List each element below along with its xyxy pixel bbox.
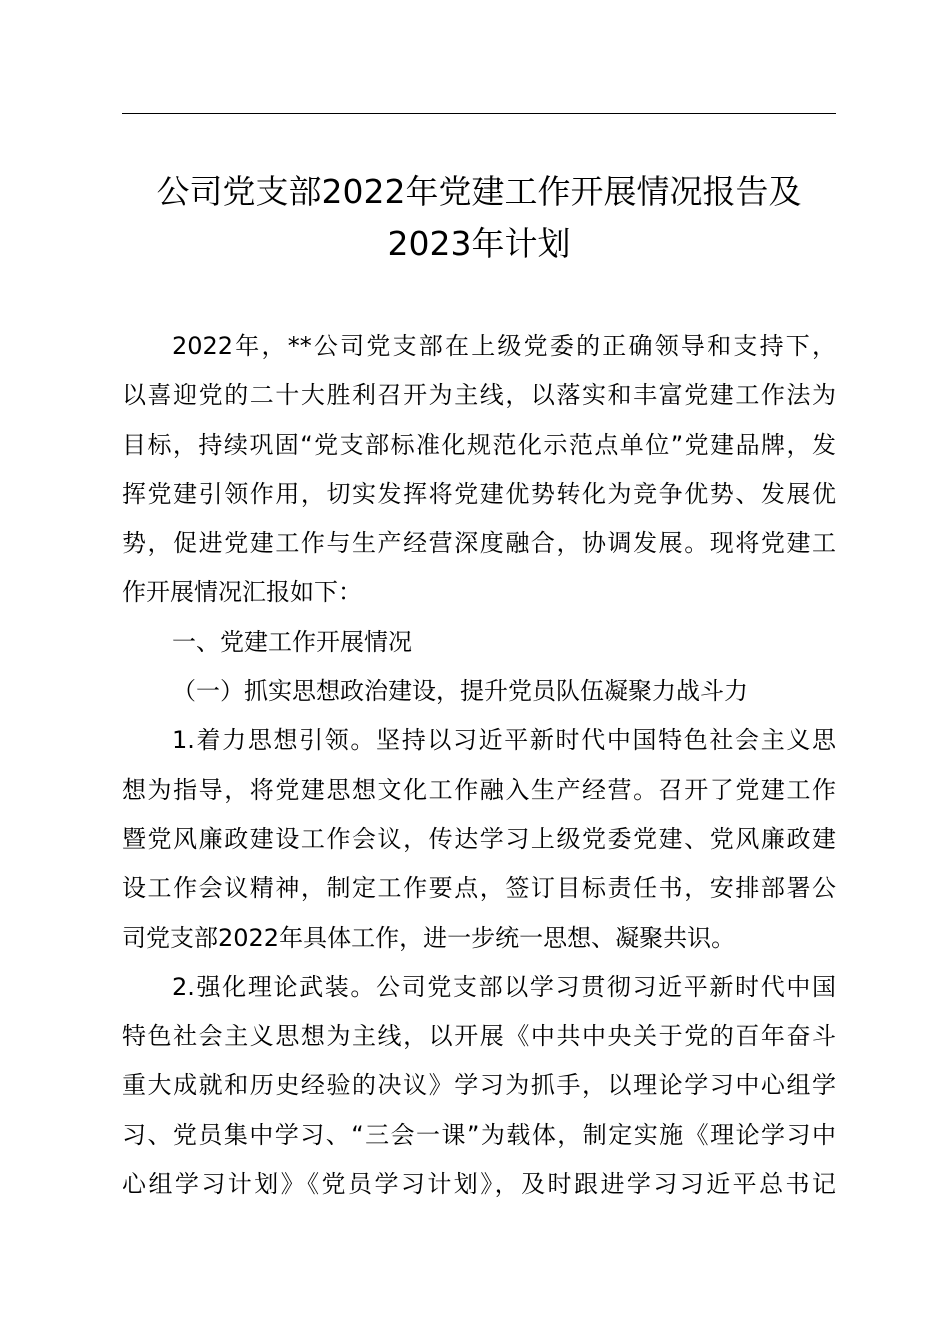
text-line: 想为指导，将党建思想文化工作融入生产经营。召开了党建工作 <box>122 775 836 804</box>
text-line: 以喜迎党的二十大胜利召开为主线，以落实和丰富党建工作法为 <box>122 381 836 410</box>
text-line: 1.着力思想引领。坚持以习近平新时代中国特色社会主义思 <box>172 726 836 755</box>
document-title <box>122 166 836 270</box>
text-line: 特色社会主义思想为主线，以开展《中共中央关于党的百年奋斗 <box>122 1022 836 1051</box>
title-line-1: 公司党支部2022年党建工作开展情况报告及 <box>156 172 802 211</box>
text-line: 2.强化理论武装。公司党支部以学习贯彻习近平新时代中国 <box>172 972 836 1001</box>
text-line: 挥党建引领作用，切实发挥将党建优势转化为竞争优势、发展优 <box>122 479 836 508</box>
header-rule <box>122 113 836 114</box>
text-line: 习、党员集中学习、“三会一课”为载体，制定实施《理论学习中 <box>122 1120 836 1149</box>
text-line: 势，促进党建工作与生产经营深度融合，协调发展。现将党建工 <box>122 529 836 558</box>
text-line: 设工作会议精神，制定工作要点，签订目标责任书，安排部署公 <box>122 874 836 903</box>
text-line: 司党支部2022年具体工作，进一步统一思想、凝聚共识。 <box>122 923 736 952</box>
text-line: （一）抓实思想政治建设，提升党员队伍凝聚力战斗力 <box>172 677 748 706</box>
text-line: 作开展情况汇报如下： <box>122 578 362 607</box>
text-line: 目标，持续巩固“党支部标准化规范化示范点单位”党建品牌，发 <box>122 430 836 459</box>
document-body <box>122 322 836 1209</box>
title-line-2: 2023年计划 <box>387 224 571 263</box>
text-line: 重大成就和历史经验的决议》学习为抓手，以理论学习中心组学 <box>122 1071 836 1100</box>
text-line: 暨党风廉政建设工作会议，传达学习上级党委党建、党风廉政建 <box>122 824 836 853</box>
text-line: 心组学习计划》《党员学习计划》，及时跟进学习习近平总书记 <box>122 1170 836 1199</box>
text-line: 2022年，**公司党支部在上级党委的正确领导和支持下， <box>172 332 836 360</box>
text-line: 一、党建工作开展情况 <box>172 627 412 656</box>
